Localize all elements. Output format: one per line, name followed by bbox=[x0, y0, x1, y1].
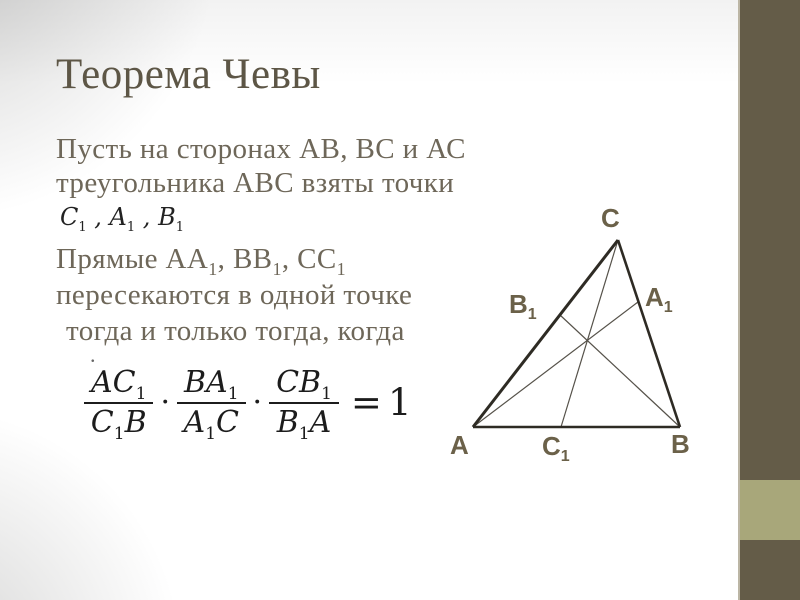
sidebar-accent-square bbox=[740, 480, 800, 540]
point-label-B1: $B_1$ bbox=[509, 289, 537, 324]
sentence-period: . bbox=[90, 342, 96, 367]
multiplication-dot: · bbox=[252, 385, 263, 420]
vertex-label-B: B bbox=[671, 429, 690, 459]
fraction-2 bbox=[177, 365, 246, 444]
cevian-CC1 bbox=[561, 240, 618, 427]
fraction-2-numerator: $BA_1$ bbox=[177, 367, 246, 404]
points-math-line: $C_1$ , $A_1$ , $B_1$ bbox=[60, 203, 184, 235]
fraction-3-numerator: $CB_1$ bbox=[269, 367, 339, 404]
triangle-diagram bbox=[440, 200, 710, 466]
ceva-formula bbox=[84, 365, 412, 444]
vertex-label-A: A bbox=[450, 430, 469, 460]
multiplication-dot: · bbox=[160, 385, 170, 420]
formula-result: 1 bbox=[387, 381, 412, 424]
triangle-svg bbox=[440, 200, 710, 466]
paragraph1-line1: Пусть на сторонах АВ, ВС и АС bbox=[56, 133, 466, 165]
fraction-3 bbox=[269, 365, 339, 444]
paragraph2-line1: Прямые $АА_1$, $ВВ_1$, $СС_1$ bbox=[56, 243, 347, 279]
slide-title: Теорема Чевы bbox=[56, 51, 321, 98]
point-label-A1: $A_1$ bbox=[645, 282, 673, 317]
point-b1: $B_1$ bbox=[158, 203, 184, 235]
paragraph2-line3: тогда и только тогда, когда bbox=[66, 315, 405, 347]
vertex-label-C: C bbox=[601, 203, 620, 233]
fraction-1-numerator: $AC_1$ bbox=[84, 367, 153, 404]
point-c1: $C_1$ bbox=[60, 203, 87, 235]
fraction-3-denominator: $B_1A$ bbox=[276, 404, 332, 444]
equals-sign: = bbox=[350, 381, 382, 424]
fraction-2-denominator: $A_1C$ bbox=[183, 404, 239, 444]
point-a1: $A_1$ bbox=[109, 203, 136, 235]
fraction-1-denominator: $C_1B$ bbox=[90, 404, 147, 444]
side-BC bbox=[618, 240, 680, 427]
paragraph2-line2: пересекаются в одной точке bbox=[56, 279, 413, 311]
paragraph1-line2: треугольника АВС взяты точки bbox=[56, 167, 455, 199]
point-label-C1: $C_1$ bbox=[542, 431, 570, 466]
fraction-1 bbox=[84, 365, 153, 444]
